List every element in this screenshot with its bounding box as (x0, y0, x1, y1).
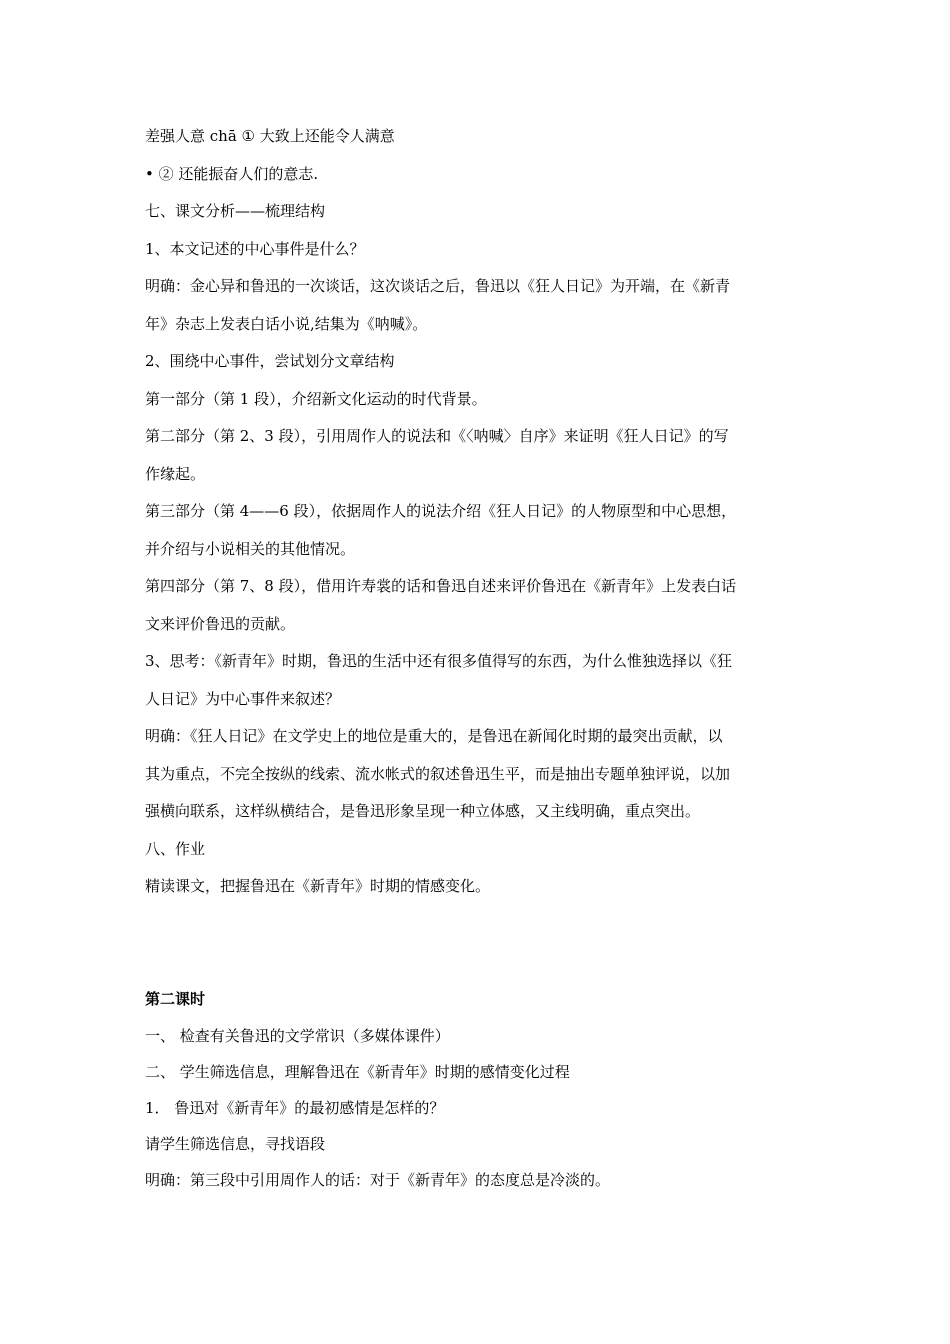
question-line: 1、本文记述的中心事件是什么？ (145, 239, 365, 258)
text-line: 文来评价鲁迅的贡献。 (145, 614, 296, 633)
section-title: 第二课时 (145, 989, 206, 1008)
question-line: 3、思考：《新青年》时期，鲁迅的生活中还有很多值得写的东西，为什么惟独选择以《狂 (145, 652, 733, 670)
section-heading: 八、作业 (145, 839, 206, 858)
text-line: 并介绍与小说相关的其他情况。 (145, 539, 356, 558)
bullet-line: • ② 还能振奋人们的意志. (145, 164, 319, 183)
text-line: 第二部分（第 2、3 段），引用周作人的说法和《〈呐喊〉自序》来证明《狂人日记》的写 (145, 427, 729, 445)
list-item: 二、 学生筛选信息，理解鲁迅在《新青年》时期的感情变化过程 (145, 1063, 570, 1081)
text-line: 其为重点，不完全按纵的线索、流水帐式的叙述鲁迅生平，而是抽出专题单独评说，以加 (145, 764, 731, 783)
text-line: 第四部分（第 7、8 段），借用许寿裳的话和鲁迅自述来评价鲁迅在《新青年》上发表白话 (145, 577, 737, 595)
text-line: 第三部分（第 4——6 段），依据周作人的说法介绍《狂人日记》的人物原型和中心思想， (145, 502, 737, 520)
section-spacer (145, 906, 810, 981)
document-body (145, 118, 810, 1198)
text-line: 作缘起。 (145, 464, 206, 483)
text-line: 第一部分（第 1 段），介绍新文化运动的时代背景。 (145, 389, 487, 408)
text-line: 明确：金心异和鲁迅的一次谈话，这次谈话之后，鲁迅以《狂人日记》为开端，在《新青 (145, 277, 731, 295)
text-line: 精读课文，把握鲁迅在《新青年》时期的情感变化。 (145, 877, 491, 895)
text-line: 请学生筛选信息，寻找语段 (145, 1135, 326, 1153)
text-line: 年》杂志上发表白话小说,结集为《呐喊》。 (145, 314, 428, 333)
section-heading: 七、课文分析——梳理结构 (145, 202, 326, 220)
text-line: 差强人意 chā ① 大致上还能令人满意 (145, 127, 395, 145)
text-line: 人日记》为中心事件来叙述？ (145, 689, 341, 708)
text-line: 强横向联系，这样纵横结合，是鲁迅形象呈现一种立体感，又主线明确，重点突出。 (145, 802, 701, 820)
list-item: 一、 检查有关鲁迅的文学常识（多媒体课件） (145, 1027, 450, 1045)
question-line: 1． 鲁迅对《新青年》的最初感情是怎样的？ (145, 1099, 445, 1117)
question-line: 2、围绕中心事件，尝试划分文章结构 (145, 352, 395, 370)
text-line: 明确：《狂人日记》在文学史上的地位是重大的，是鲁迅在新闻化时期的最突出贡献，以 (145, 727, 723, 745)
text-line: 明确：第三段中引用周作人的话：对于《新青年》的态度总是冷淡的。 (145, 1171, 611, 1189)
